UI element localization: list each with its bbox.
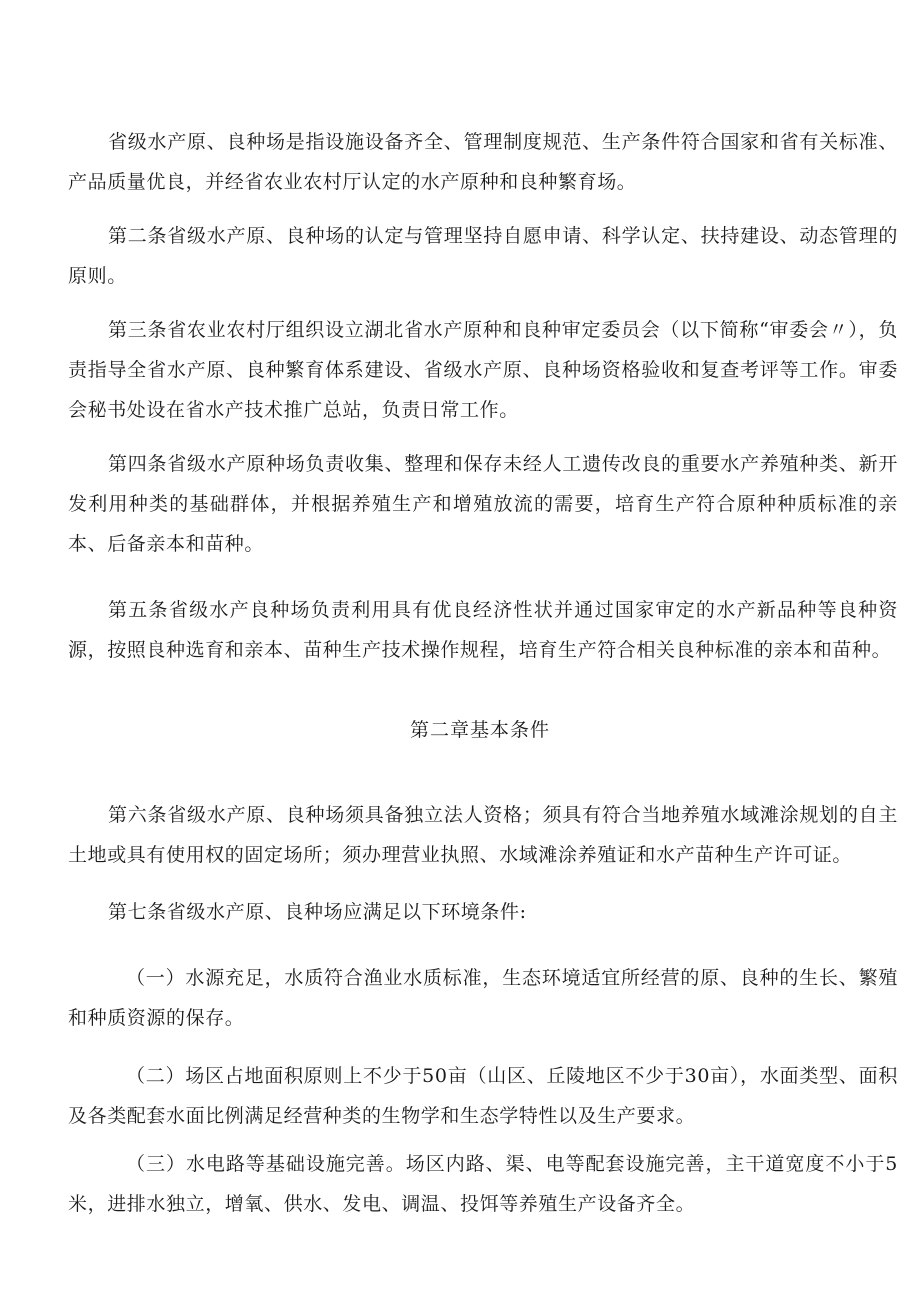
- paragraph-article-5: 第五条省级水产良种场负责利用具有优良经济性状并通过国家审定的水产新品种等良种资源，按照良种选育和亲本、苗种生产技术操作规程，培育生产符合相关良种标准的亲本和苗种。: [68, 599, 898, 661]
- paragraph-article-3: 第三条省农业农村厅组织设立湖北省水产原种和良种审定委员会（以下简称“审委会〃），负责指导全省水产原、良种繁育体系建设、省级水产原、良种场资格验收和复查考评等工作。审委会秘书处设在省水产技术推广总站，负责日常工作。: [68, 319, 898, 421]
- condition-item-2: （二）场区占地面积原则上不少于50亩（山区、丘陵地区不少于30亩），水面类型、面积及各类配套水面比例满足经营种类的生物学和生态学特性以及生产要求。: [68, 1065, 898, 1127]
- paragraph-article-4: 第四条省级水产原种场负责收集、整理和保存未经人工遗传改良的重要水产养殖种类、新开发利用种类的基础群体，并根据养殖生产和增殖放流的需要，培育生产符合原种种质标准的亲本、后备亲本和苗种。: [68, 453, 898, 555]
- paragraph-article-7: 第七条省级水产原、良种场应满足以下环境条件:: [108, 901, 527, 923]
- paragraph-definition: 省级水产原、良种场是指设施设备齐全、管理制度规范、生产条件符合国家和省有关标准、产品质量优良，并经省农业农村厅认定的水产原种和良种繁育场。: [68, 131, 898, 193]
- paragraph-article-2: 第二条省级水产原、良种场的认定与管理坚持自愿申请、科学认定、扶持建设、动态管理的原则。: [68, 225, 898, 287]
- condition-item-1: （一）水源充足，水质符合渔业水质标准，生态环境适宜所经营的原、良种的生长、繁殖和种质资源的保存。: [68, 967, 898, 1029]
- chapter-heading: 第二章基本条件: [409, 719, 550, 741]
- paragraph-article-6: 第六条省级水产原、良种场须具备独立法人资格；须具有符合当地养殖水域滩涂规划的自主土地或具有使用权的固定场所；须办理营业执照、水域滩涂养殖证和水产苗种生产许可证。: [68, 804, 898, 866]
- condition-item-3: （三）水电路等基础设施完善。场区内路、渠、电等配套设施完善，主干道宽度不小于5米，进排水独立，增氧、供水、发电、调温、投饵等养殖生产设备齐全。: [68, 1153, 898, 1215]
